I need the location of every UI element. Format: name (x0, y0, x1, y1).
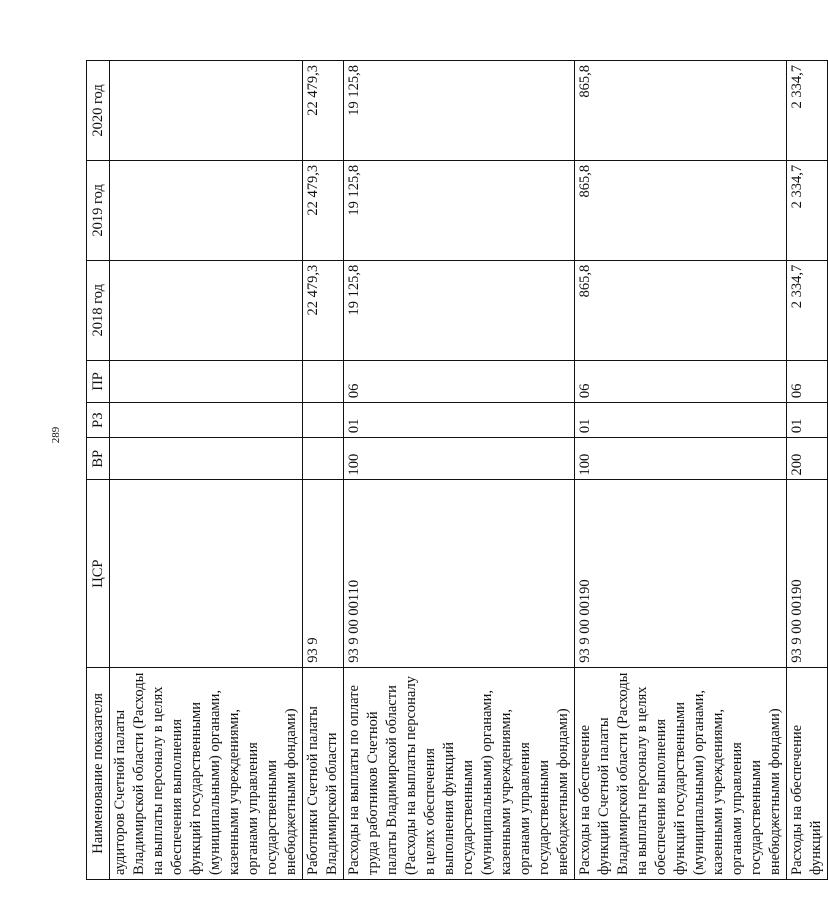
row-pr (110, 360, 303, 402)
row-2020: 865,8 (575, 61, 787, 161)
row-2018: 19 125,8 (344, 260, 575, 360)
row-2019 (110, 160, 303, 260)
row-csr: 93 9 (303, 480, 344, 667)
row-rz: 01 (787, 403, 828, 438)
row-rz: 01 (575, 403, 787, 438)
row-2019: 865,8 (575, 160, 787, 260)
row-2020: 19 125,8 (344, 61, 575, 161)
header-name: Наименование показателя (87, 667, 110, 879)
table-row (110, 61, 303, 880)
row-csr: 93 9 00 00190 (575, 480, 787, 667)
table-header-row (87, 61, 110, 880)
row-2020 (110, 61, 303, 161)
row-2018 (110, 260, 303, 360)
row-vr: 100 (575, 438, 787, 480)
row-vr (303, 438, 344, 480)
header-2019: 2019 год (87, 160, 110, 260)
header-vr: ВР (87, 438, 110, 480)
row-rz: 01 (344, 403, 575, 438)
row-2019: 2 334,7 (787, 160, 828, 260)
row-pr: 06 (787, 360, 828, 402)
table-row (575, 61, 787, 880)
row-csr: 93 9 00 00110 (344, 480, 575, 667)
table-row (344, 61, 575, 880)
table-row (787, 61, 828, 880)
row-2018: 22 479,3 (303, 260, 344, 360)
row-2019: 19 125,8 (344, 160, 575, 260)
row-rz (303, 403, 344, 438)
row-2020: 22 479,3 (303, 61, 344, 161)
page-number: 289 (50, 426, 62, 444)
row-csr (110, 480, 303, 667)
row-pr: 06 (575, 360, 787, 402)
row-name: Расходы на обеспечение функций Счетной палаты Владимирской области (Расходы на выплаты персоналу в целях обеспечения выполнения функций государственными (муниципальными) органами, казенными учреждениями, органами управления государственными внебюджетными фондами) (575, 667, 787, 879)
row-csr: 93 9 00 00190 (787, 480, 828, 667)
row-name: аудиторов Счетной палаты Владимирской области (Расходы на выплаты персоналу в целях обеспечения выполнения функций государственными (муниципальными) органами, казенными учреждениями, органами управления государственными внебюджетными фондами) (110, 667, 303, 879)
budget-table-container (86, 60, 824, 880)
row-name: Расходы на выплаты по оплате труда работников Счетной палаты Владимирской области (Расходы на выплаты персоналу в целях обеспечения выполнения функций государственными (муниципальными) органами, казенными учреждениями, органами управления государственными внебюджетными фондами) (344, 667, 575, 879)
row-name: Расходы на обеспечение функций (787, 667, 828, 879)
row-vr: 100 (344, 438, 575, 480)
row-2018: 2 334,7 (787, 260, 828, 360)
header-rz: РЗ (87, 403, 110, 438)
row-2020: 2 334,7 (787, 61, 828, 161)
header-csr: ЦСР (87, 480, 110, 667)
header-pr: ПР (87, 360, 110, 402)
row-name: Работники Счетной палаты Владимирской области (303, 667, 344, 879)
header-2020: 2020 год (87, 61, 110, 161)
row-rz (110, 403, 303, 438)
row-2018: 865,8 (575, 260, 787, 360)
table-row (303, 61, 344, 880)
row-vr (110, 438, 303, 480)
header-2018: 2018 год (87, 260, 110, 360)
row-2019: 22 479,3 (303, 160, 344, 260)
row-pr (303, 360, 344, 402)
row-vr: 200 (787, 438, 828, 480)
row-pr: 06 (344, 360, 575, 402)
budget-table (86, 60, 828, 880)
